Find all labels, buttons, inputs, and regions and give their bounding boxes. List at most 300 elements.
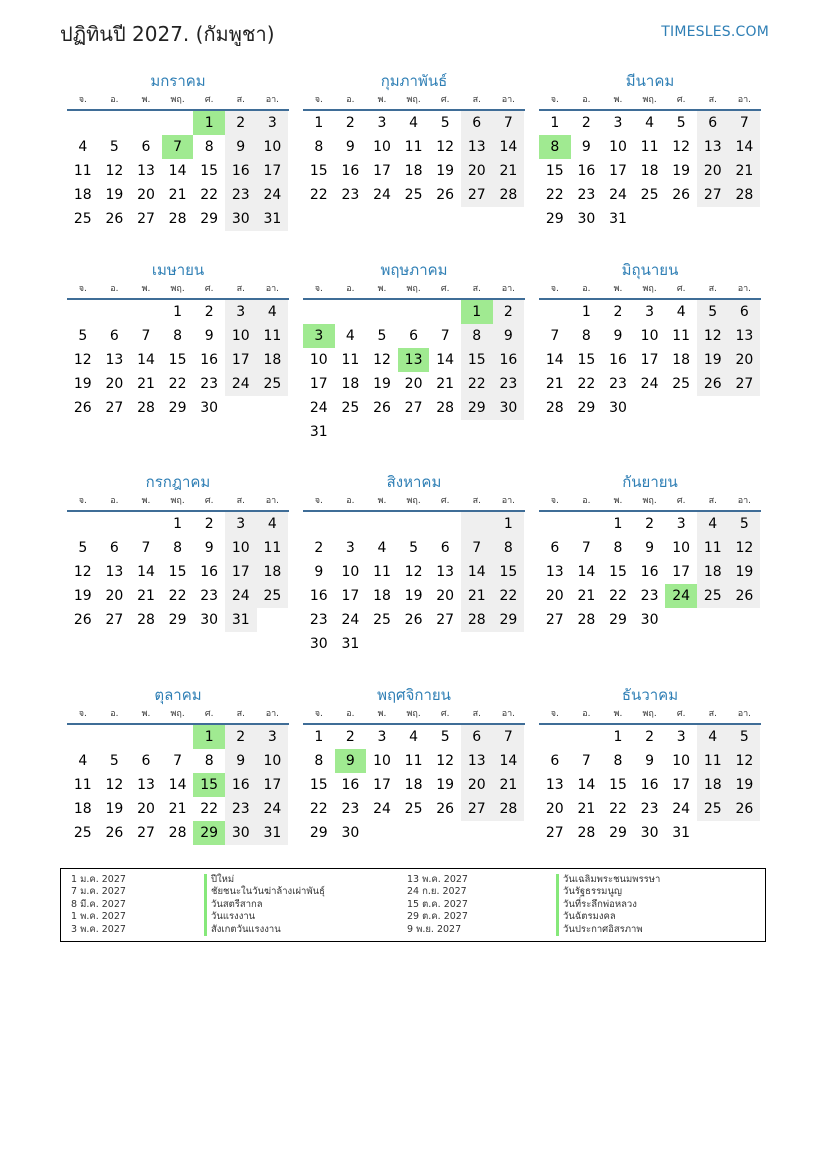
day-cell: 29 — [168, 400, 187, 416]
day-cell: 20 — [461, 159, 493, 183]
day-cell: 19 — [373, 376, 391, 392]
day-cell: 2 — [204, 516, 214, 532]
day-cell: 26 — [105, 825, 124, 841]
day-cell: 22 — [309, 801, 328, 817]
day-cell: 8 — [204, 139, 214, 155]
day-cell: 2 — [204, 304, 214, 320]
legend-holiday-name: สังเกตวันแรงงาน — [204, 924, 325, 936]
day-cell: 16 — [200, 352, 219, 368]
day-cell: 28 — [545, 400, 564, 416]
weekday-label: อา. — [501, 284, 516, 294]
day-cell: 20 — [137, 801, 155, 817]
empty-day-cell — [571, 512, 603, 536]
day-cell: 14 — [729, 135, 761, 159]
day-grid — [303, 512, 525, 656]
legend-names-col1 — [204, 874, 325, 936]
day-cell: 5 — [440, 729, 450, 745]
day-cell: 29 — [461, 396, 493, 420]
day-cell: 19 — [73, 588, 92, 604]
day-cell: 19 — [697, 348, 729, 372]
day-cell: 27 — [697, 183, 729, 207]
day-cell: 14 — [168, 777, 187, 793]
day-cell: 5 — [440, 115, 450, 131]
empty-day-cell — [539, 725, 571, 749]
holiday-day-cell: 15 — [193, 773, 225, 797]
day-cell: 4 — [409, 115, 419, 131]
legend-date: 1 ม.ค. 2027 — [71, 874, 126, 885]
day-cell: 4 — [409, 729, 419, 745]
day-cell: 13 — [137, 163, 155, 179]
weekday-label: พ. — [613, 496, 623, 506]
legend-holiday-name: วันฉัตรมงคล — [556, 911, 660, 923]
day-cell: 17 — [373, 163, 391, 179]
day-cell: 30 — [200, 612, 219, 628]
day-cell: 20 — [729, 348, 761, 372]
legend-names-col2 — [556, 874, 660, 936]
day-cell: 18 — [257, 560, 289, 584]
weekday-label: ศ. — [204, 284, 214, 294]
month-calendar — [303, 259, 525, 444]
day-cell: 20 — [105, 588, 124, 604]
day-cell: 25 — [341, 400, 360, 416]
day-cell: 29 — [168, 612, 187, 628]
day-cell: 14 — [545, 352, 564, 368]
day-cell: 30 — [609, 400, 627, 416]
day-cell: 10 — [609, 139, 627, 155]
day-cell: 14 — [493, 749, 525, 773]
day-cell: 13 — [545, 777, 564, 793]
day-cell: 12 — [73, 352, 92, 368]
day-cell: 28 — [137, 400, 155, 416]
empty-day-cell — [398, 300, 430, 324]
day-cell: 28 — [168, 211, 187, 227]
weekday-label: จ. — [78, 284, 87, 294]
weekday-header — [67, 92, 289, 111]
day-cell: 27 — [105, 612, 124, 628]
day-cell: 23 — [577, 187, 596, 203]
day-cell: 19 — [105, 801, 124, 817]
day-cell: 2 — [225, 111, 257, 135]
day-cell: 15 — [309, 163, 328, 179]
weekday-label: จ. — [314, 95, 323, 105]
weekday-label: พฤ. — [170, 284, 185, 294]
day-cell: 2 — [581, 115, 591, 131]
day-cell: 25 — [257, 584, 289, 608]
weekday-label: จ. — [78, 95, 87, 105]
empty-day-cell — [366, 300, 398, 324]
day-cell: 30 — [225, 207, 257, 231]
day-cell: 4 — [78, 139, 88, 155]
day-cell: 11 — [341, 352, 360, 368]
day-cell: 7 — [440, 328, 450, 344]
day-cell: 14 — [137, 352, 155, 368]
weekday-label: พฤ. — [406, 709, 421, 719]
day-cell: 4 — [257, 512, 289, 536]
weekday-label: จ. — [314, 709, 323, 719]
day-cell: 22 — [168, 376, 187, 392]
day-cell: 18 — [697, 560, 729, 584]
day-cell: 16 — [341, 777, 360, 793]
day-cell: 13 — [461, 135, 493, 159]
day-cell: 31 — [225, 608, 257, 632]
day-cell: 18 — [404, 163, 423, 179]
day-cell: 8 — [493, 536, 525, 560]
weekday-label: อา. — [501, 496, 516, 506]
day-cell: 26 — [73, 400, 92, 416]
day-cell: 28 — [577, 825, 596, 841]
day-cell: 14 — [461, 560, 493, 584]
day-cell: 2 — [225, 725, 257, 749]
day-cell: 23 — [200, 588, 219, 604]
day-cell: 12 — [436, 139, 455, 155]
day-cell: 2 — [645, 516, 655, 532]
day-cell: 28 — [577, 612, 596, 628]
holiday-day-cell: 1 — [193, 111, 225, 135]
weekday-label: อ. — [346, 709, 355, 719]
weekday-label: ส. — [236, 496, 245, 506]
weekday-label: ศ. — [676, 284, 686, 294]
day-cell: 18 — [640, 163, 659, 179]
day-cell: 10 — [373, 753, 391, 769]
day-grid — [303, 111, 525, 207]
weekday-label: ศ. — [204, 95, 214, 105]
weekday-label: ศ. — [440, 709, 450, 719]
day-cell: 21 — [577, 801, 596, 817]
day-cell: 20 — [137, 187, 155, 203]
day-cell: 22 — [493, 584, 525, 608]
day-cell: 21 — [577, 588, 596, 604]
day-cell: 30 — [200, 400, 219, 416]
weekday-label: ศ. — [204, 496, 214, 506]
day-cell: 11 — [373, 564, 391, 580]
day-cell: 27 — [404, 400, 423, 416]
day-cell: 3 — [257, 725, 289, 749]
month-name: กรกฎาคม — [145, 473, 211, 491]
day-cell: 12 — [436, 753, 455, 769]
day-cell: 24 — [373, 187, 391, 203]
weekday-header — [303, 706, 525, 725]
day-cell: 28 — [493, 797, 525, 821]
holiday-day-cell: 1 — [461, 300, 493, 324]
day-cell: 4 — [697, 725, 729, 749]
day-cell: 14 — [493, 135, 525, 159]
day-cell: 10 — [257, 135, 289, 159]
day-cell: 24 — [640, 376, 659, 392]
day-cell: 3 — [645, 304, 655, 320]
day-cell: 8 — [314, 753, 324, 769]
day-cell: 11 — [73, 163, 92, 179]
empty-day-cell — [99, 725, 131, 749]
weekday-label: ศ. — [676, 496, 686, 506]
day-cell: 13 — [105, 352, 124, 368]
day-cell: 21 — [545, 376, 564, 392]
day-cell: 23 — [493, 372, 525, 396]
day-cell: 31 — [672, 825, 691, 841]
day-cell: 20 — [545, 588, 564, 604]
day-cell: 27 — [137, 825, 155, 841]
day-cell: 12 — [729, 536, 761, 560]
day-cell: 19 — [73, 376, 92, 392]
day-cell: 8 — [461, 324, 493, 348]
legend-holiday-name: ชัยชนะในวันฆ่าล้างเผ่าพันธุ์ — [204, 886, 325, 898]
day-cell: 25 — [697, 584, 729, 608]
empty-day-cell — [130, 111, 162, 135]
day-cell: 10 — [672, 540, 691, 556]
weekday-header — [67, 706, 289, 725]
weekday-label: อ. — [346, 95, 355, 105]
weekday-label: พ. — [377, 284, 387, 294]
legend-date: 9 พ.ย. 2027 — [407, 923, 462, 935]
day-cell: 6 — [109, 328, 119, 344]
day-cell: 4 — [257, 300, 289, 324]
empty-day-cell — [67, 111, 99, 135]
day-cell: 24 — [341, 612, 360, 628]
day-cell: 1 — [613, 516, 623, 532]
day-cell: 22 — [545, 187, 564, 203]
day-cell: 27 — [137, 211, 155, 227]
legend-holiday-name: วันเฉลิมพระชนมพรรษา — [556, 874, 660, 886]
day-cell: 13 — [697, 135, 729, 159]
day-cell: 19 — [729, 773, 761, 797]
day-cell: 14 — [168, 163, 187, 179]
day-cell: 1 — [314, 729, 324, 745]
day-cell: 18 — [73, 187, 92, 203]
day-cell: 17 — [672, 777, 691, 793]
day-cell: 11 — [697, 536, 729, 560]
weekday-label: อา. — [501, 95, 516, 105]
page-title: ปฏิทินปี 2027. (กัมพูชา) — [60, 22, 275, 46]
day-cell: 6 — [697, 111, 729, 135]
day-cell: 4 — [345, 328, 355, 344]
day-cell: 15 — [168, 564, 187, 580]
day-cell: 8 — [581, 328, 591, 344]
day-cell: 22 — [168, 588, 187, 604]
day-cell: 27 — [545, 612, 564, 628]
day-cell: 17 — [609, 163, 627, 179]
weekday-label: จ. — [550, 496, 559, 506]
weekday-label: ศ. — [440, 284, 450, 294]
day-cell: 20 — [545, 801, 564, 817]
day-cell: 5 — [78, 540, 88, 556]
day-cell: 21 — [168, 187, 187, 203]
day-cell: 20 — [404, 376, 423, 392]
day-cell: 21 — [137, 588, 155, 604]
day-cell: 7 — [493, 725, 525, 749]
day-cell: 15 — [309, 777, 328, 793]
day-cell: 17 — [225, 560, 257, 584]
holiday-day-cell: 29 — [193, 821, 225, 845]
day-cell: 23 — [225, 183, 257, 207]
day-cell: 9 — [204, 328, 214, 344]
day-cell: 19 — [436, 777, 455, 793]
legend-dates-col1 — [71, 874, 126, 936]
day-cell: 25 — [404, 187, 423, 203]
weekday-label: ศ. — [440, 496, 450, 506]
legend-holiday-name: วันรัฐธรรมนูญ — [556, 886, 660, 898]
weekday-label: อา. — [265, 709, 280, 719]
weekday-label: พฤ. — [642, 284, 657, 294]
day-cell: 6 — [729, 300, 761, 324]
day-cell: 5 — [729, 512, 761, 536]
day-cell: 3 — [225, 512, 257, 536]
day-cell: 21 — [493, 159, 525, 183]
day-cell: 8 — [613, 540, 623, 556]
weekday-header — [303, 281, 525, 300]
day-cell: 27 — [105, 400, 124, 416]
day-cell: 2 — [613, 304, 623, 320]
day-cell: 6 — [409, 328, 419, 344]
weekday-label: จ. — [550, 709, 559, 719]
day-cell: 18 — [672, 352, 691, 368]
weekday-label: พ. — [141, 284, 151, 294]
day-cell: 20 — [436, 588, 455, 604]
legend-date: 15 ต.ค. 2027 — [407, 898, 468, 910]
day-cell: 14 — [577, 777, 596, 793]
weekday-label: ส. — [236, 95, 245, 105]
day-cell: 11 — [697, 749, 729, 773]
day-cell: 3 — [345, 540, 355, 556]
day-cell: 16 — [225, 159, 257, 183]
weekday-label: พ. — [141, 95, 151, 105]
day-cell: 6 — [461, 111, 493, 135]
day-cell: 21 — [168, 801, 187, 817]
month-calendar — [67, 684, 289, 845]
day-cell: 10 — [309, 352, 328, 368]
day-grid — [67, 725, 289, 845]
month-calendar — [539, 684, 761, 845]
day-cell: 28 — [461, 608, 493, 632]
day-grid — [303, 725, 525, 845]
day-cell: 25 — [73, 825, 92, 841]
day-cell: 29 — [545, 211, 564, 227]
day-cell: 25 — [672, 376, 691, 392]
weekday-label: จ. — [78, 709, 87, 719]
month-name: สิงหาคม — [386, 473, 442, 491]
weekday-label: ส. — [472, 284, 481, 294]
day-cell: 15 — [609, 777, 627, 793]
weekday-label: อา. — [501, 709, 516, 719]
weekday-label: พ. — [377, 95, 387, 105]
day-cell: 8 — [204, 753, 214, 769]
weekday-label: อ. — [582, 95, 591, 105]
day-cell: 29 — [577, 400, 596, 416]
day-cell: 17 — [309, 376, 328, 392]
weekday-label: อ. — [346, 284, 355, 294]
day-cell: 1 — [493, 512, 525, 536]
day-cell: 9 — [225, 135, 257, 159]
day-cell: 24 — [309, 400, 328, 416]
weekday-label: ส. — [236, 709, 245, 719]
brand-link[interactable]: TIMESLES.COM — [661, 24, 769, 40]
day-cell: 26 — [105, 211, 124, 227]
empty-day-cell — [335, 512, 367, 536]
day-cell: 9 — [613, 328, 623, 344]
day-cell: 21 — [461, 584, 493, 608]
day-cell: 18 — [697, 773, 729, 797]
day-cell: 26 — [729, 797, 761, 821]
day-cell: 29 — [309, 825, 328, 841]
empty-day-cell — [303, 512, 335, 536]
weekday-label: ส. — [708, 709, 717, 719]
day-cell: 6 — [550, 753, 560, 769]
day-cell: 2 — [345, 115, 355, 131]
day-cell: 12 — [729, 749, 761, 773]
weekday-label: อ. — [582, 496, 591, 506]
empty-day-cell — [130, 512, 162, 536]
day-cell: 29 — [200, 211, 219, 227]
weekday-label: อ. — [582, 709, 591, 719]
month-name: ธันวาคม — [621, 686, 679, 704]
month-name: พฤศจิกายน — [377, 686, 451, 704]
weekday-label: พฤ. — [406, 284, 421, 294]
day-cell: 28 — [493, 183, 525, 207]
holiday-day-cell: 1 — [193, 725, 225, 749]
day-cell: 30 — [225, 821, 257, 845]
day-cell: 16 — [225, 773, 257, 797]
weekday-header — [539, 92, 761, 111]
day-cell: 13 — [729, 324, 761, 348]
day-cell: 27 — [436, 612, 455, 628]
day-cell: 14 — [436, 352, 455, 368]
month-calendar — [303, 70, 525, 207]
day-cell: 27 — [729, 372, 761, 396]
weekday-label: ศ. — [440, 95, 450, 105]
day-cell: 22 — [577, 376, 596, 392]
day-cell: 19 — [105, 187, 124, 203]
day-cell: 16 — [493, 348, 525, 372]
day-cell: 26 — [436, 801, 455, 817]
day-cell: 26 — [729, 584, 761, 608]
month-calendar — [67, 471, 289, 632]
weekday-label: พฤ. — [170, 709, 185, 719]
day-cell: 27 — [545, 825, 564, 841]
day-cell: 10 — [225, 536, 257, 560]
holiday-day-cell: 7 — [162, 135, 194, 159]
day-cell: 17 — [257, 773, 289, 797]
day-cell: 2 — [314, 540, 324, 556]
day-cell: 24 — [225, 584, 257, 608]
month-calendar — [303, 684, 525, 845]
weekday-header — [67, 281, 289, 300]
empty-day-cell — [539, 300, 571, 324]
day-cell: 21 — [436, 376, 455, 392]
day-cell: 9 — [225, 749, 257, 773]
day-cell: 7 — [461, 536, 493, 560]
empty-day-cell — [571, 725, 603, 749]
month-name: มกราคม — [150, 72, 206, 90]
day-cell: 12 — [105, 777, 124, 793]
day-cell: 29 — [493, 608, 525, 632]
day-cell: 26 — [697, 372, 729, 396]
day-cell: 6 — [141, 753, 151, 769]
day-cell: 9 — [345, 139, 355, 155]
weekday-label: จ. — [550, 95, 559, 105]
weekday-label: ส. — [472, 496, 481, 506]
day-cell: 13 — [137, 777, 155, 793]
day-cell: 25 — [257, 372, 289, 396]
day-grid — [539, 111, 761, 231]
legend-holiday-name: วันที่ระลึกพ่อหลวง — [556, 899, 660, 911]
day-cell: 9 — [645, 540, 655, 556]
weekday-header — [539, 281, 761, 300]
day-cell: 22 — [461, 372, 493, 396]
day-cell: 12 — [105, 163, 124, 179]
month-name: พฤษภาคม — [380, 261, 448, 279]
day-cell: 13 — [436, 564, 455, 580]
day-cell: 10 — [640, 328, 659, 344]
day-cell: 4 — [377, 540, 387, 556]
day-cell: 1 — [173, 304, 183, 320]
